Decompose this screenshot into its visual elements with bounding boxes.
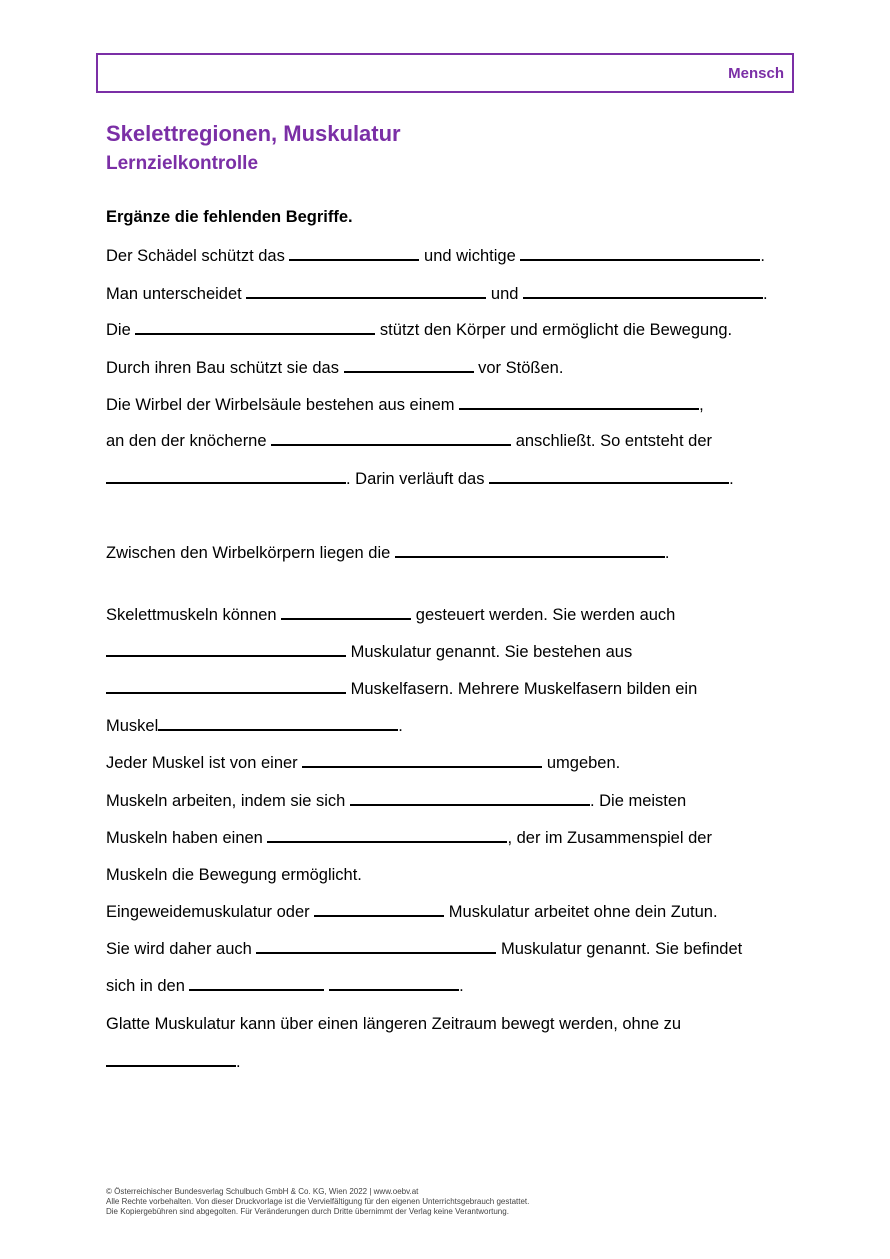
sentence-line-19: sich in den . bbox=[106, 977, 464, 995]
blank-field[interactable] bbox=[256, 951, 496, 954]
sentence-line-16: Muskeln die Bewegung ermöglicht. bbox=[106, 866, 362, 884]
blank-field[interactable] bbox=[395, 555, 665, 558]
sentence-line-15: Muskeln haben einen , der im Zusammenspiel der bbox=[106, 829, 712, 847]
sentence-line-5: Die Wirbel der Wirbelsäule bestehen aus einem , bbox=[106, 396, 704, 414]
sentence-line-6: an den der knöcherne anschließt. So entsteht der bbox=[106, 432, 712, 450]
blank-field[interactable] bbox=[106, 1064, 236, 1067]
sentence-line-7: . Darin verläuft das . bbox=[106, 468, 734, 490]
page-title: Skelettregionen, Muskulatur bbox=[106, 121, 401, 146]
blank-field[interactable] bbox=[106, 691, 346, 694]
footer-rights: Alle Rechte vorbehalten. Von dieser Druckvorlage ist die Vervielfältigung für den eigenen Unterrichtsgebrauch gestattet. bbox=[106, 1197, 530, 1206]
instruction: Ergänze die fehlenden Begriffe. bbox=[106, 208, 353, 226]
footer-disclaimer: Die Kopiergebühren sind abgegolten. Für Veränderungen durch Dritte übernimmt der Verlag keine Verantwortung. bbox=[106, 1207, 509, 1216]
subject-tag: Mensch bbox=[728, 65, 784, 82]
sentence-line-17: Eingeweidemuskulatur oder Muskulatur arbeitet ohne dein Zutun. bbox=[106, 903, 718, 921]
blank-field[interactable] bbox=[189, 988, 324, 991]
blank-field[interactable] bbox=[289, 258, 419, 261]
blank-field[interactable] bbox=[246, 296, 486, 299]
sentence-line-20: Glatte Muskulatur kann über einen längeren Zeitraum bewegt werden, ohne zu bbox=[106, 1015, 682, 1033]
sentence-line-8: Zwischen den Wirbelkörpern liegen die . bbox=[106, 544, 670, 562]
sentence-line-3: Die stützt den Körper und ermöglicht die Bewegung. bbox=[106, 321, 733, 339]
sentence-line-12: Muskel . bbox=[106, 717, 403, 735]
blank-field[interactable] bbox=[344, 370, 474, 373]
sentence-line-18: Sie wird daher auch Muskulatur genannt. Sie befindet bbox=[106, 940, 743, 958]
blank-field[interactable] bbox=[523, 296, 763, 299]
sentence-line-10: Muskulatur genannt. Sie bestehen aus bbox=[106, 641, 632, 663]
blank-field[interactable] bbox=[459, 407, 699, 410]
blank-field[interactable] bbox=[267, 840, 507, 843]
blank-field[interactable] bbox=[329, 988, 459, 991]
blank-field[interactable] bbox=[520, 258, 760, 261]
blank-field[interactable] bbox=[314, 914, 444, 917]
sentence-line-14: Muskeln arbeiten, indem sie sich . Die meisten bbox=[106, 792, 687, 810]
blank-field[interactable] bbox=[281, 617, 411, 620]
footer-copyright: © Österreichischer Bundesverlag Schulbuch GmbH & Co. KG, Wien 2022 | www.oebv.at bbox=[106, 1187, 419, 1196]
page-subtitle: Lernzielkontrolle bbox=[106, 153, 259, 174]
footer bbox=[106, 1187, 529, 1217]
blank-field[interactable] bbox=[489, 481, 729, 484]
blank-field[interactable] bbox=[271, 443, 511, 446]
blank-field[interactable] bbox=[106, 481, 346, 484]
blank-field[interactable] bbox=[302, 765, 542, 768]
blank-field[interactable] bbox=[106, 654, 346, 657]
blank-field[interactable] bbox=[135, 332, 375, 335]
sentence-line-9: Skelettmuskeln können gesteuert werden. Sie werden auch bbox=[106, 606, 676, 624]
sentence-line-1: Der Schädel schützt das und wichtige . bbox=[106, 247, 765, 265]
header-box bbox=[96, 53, 794, 93]
blank-field[interactable] bbox=[158, 728, 398, 731]
sentence-line-4: Durch ihren Bau schützt sie das vor Stößen. bbox=[106, 359, 564, 377]
sentence-line-21: . bbox=[106, 1051, 241, 1073]
blank-field[interactable] bbox=[350, 803, 590, 806]
sentence-line-11: Muskelfasern. Mehrere Muskelfasern bilden ein bbox=[106, 678, 697, 700]
sentence-line-2: Man unterscheidet und . bbox=[106, 285, 768, 303]
sentence-line-13: Jeder Muskel ist von einer umgeben. bbox=[106, 754, 621, 772]
